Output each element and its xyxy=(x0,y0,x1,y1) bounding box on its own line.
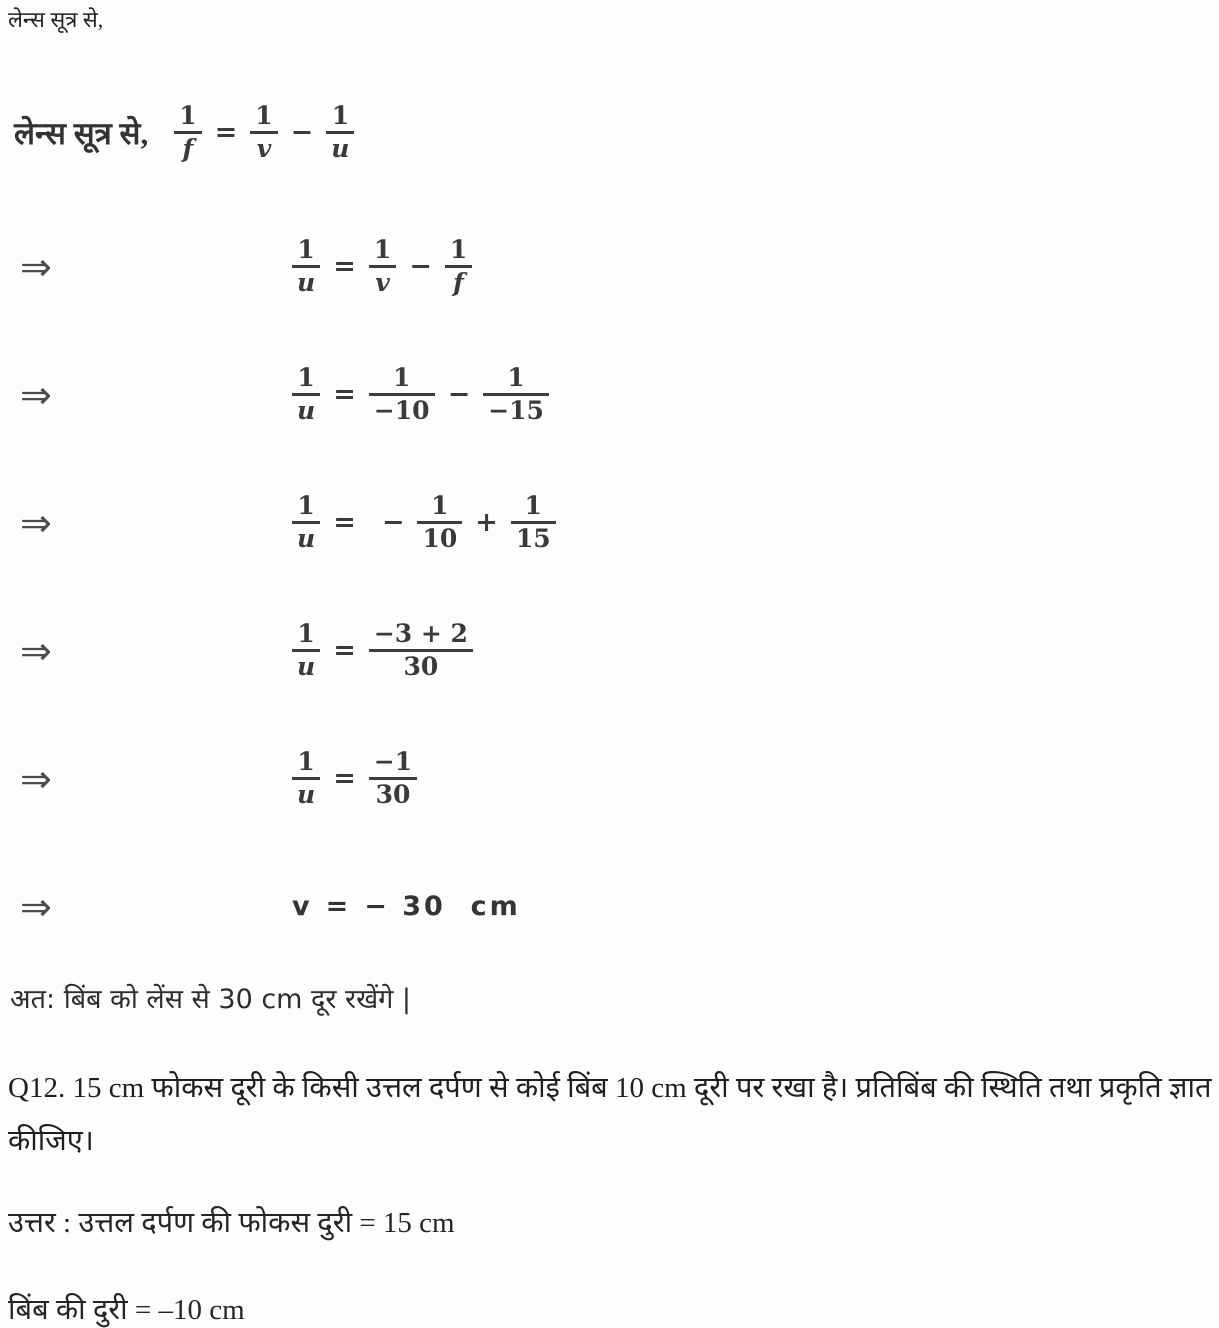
fraction xyxy=(292,364,320,425)
fraction-numerator: 1 xyxy=(297,491,315,521)
fraction-denominator: u xyxy=(297,780,316,810)
fraction-numerator: 1 xyxy=(392,363,411,393)
implies-arrow-icon: ⇒ xyxy=(20,884,52,929)
fraction-numerator: 1 xyxy=(331,101,350,131)
fraction-denominator: 10 xyxy=(422,524,458,554)
fraction-denominator: −10 xyxy=(373,396,430,426)
operator: = xyxy=(333,379,356,411)
equation xyxy=(292,236,472,297)
question-q12-text: Q12. 15 cm फोकस दूरी के किसी उत्तल दर्पण से कोई बिंब 10 cm दूरी पर रखा है। प्रतिबिंब की स्थिति तथा प्रकृति ज्ञात कीजिए। xyxy=(8,1071,1212,1157)
implies-arrow-icon: ⇒ xyxy=(20,500,52,545)
conclusion-text: अत: बिंब को लेंस से 30 cm दूर रखेंगे | xyxy=(10,983,412,1015)
operator: − xyxy=(381,507,405,539)
equation xyxy=(292,748,417,809)
fraction xyxy=(417,492,462,553)
derivation-step xyxy=(6,869,1213,945)
fraction-numerator: 1 xyxy=(431,491,449,521)
fraction xyxy=(511,492,556,553)
formula-label: लेन्स सूत्र से, xyxy=(14,115,149,151)
fraction xyxy=(292,748,320,809)
fraction xyxy=(369,620,473,681)
derivation-step xyxy=(6,613,1213,689)
lens-formula-equation xyxy=(174,102,354,163)
fraction-denominator: 30 xyxy=(375,780,411,810)
derivation-step xyxy=(6,357,1213,433)
implies-arrow-icon: ⇒ xyxy=(20,756,52,801)
fraction-denominator: 15 xyxy=(515,524,551,554)
operator: + xyxy=(475,507,498,539)
fraction xyxy=(369,748,417,809)
fraction xyxy=(174,102,201,163)
fraction-numerator: 1 xyxy=(297,619,315,649)
derivation-step xyxy=(6,485,1213,561)
fraction-numerator: 1 xyxy=(449,235,468,265)
fraction xyxy=(445,236,472,297)
fraction xyxy=(369,364,435,425)
equation xyxy=(292,620,473,681)
equation xyxy=(292,492,556,553)
operator: = xyxy=(325,891,352,923)
implies-arrow-icon: ⇒ xyxy=(20,372,52,417)
operator: − xyxy=(447,379,471,411)
operator: = xyxy=(333,507,356,539)
fraction xyxy=(250,102,277,163)
fraction-denominator: u xyxy=(297,524,316,554)
fraction-numerator: −3 + 2 xyxy=(373,619,468,649)
fraction-denominator: u xyxy=(297,652,316,682)
fraction xyxy=(483,364,549,425)
derivation-step xyxy=(6,229,1213,305)
fraction xyxy=(292,620,320,681)
fraction-denominator: v xyxy=(256,134,272,164)
fraction-numerator: 1 xyxy=(297,747,315,777)
fraction-denominator: 30 xyxy=(403,652,439,682)
lens-formula-header xyxy=(14,85,1213,181)
operator: = xyxy=(214,117,238,149)
fraction xyxy=(292,236,320,297)
answer-object-distance-line: बिंब की दुरी = –10 cm xyxy=(8,1293,245,1326)
fraction-numerator: 1 xyxy=(524,491,542,521)
fraction-numerator: 1 xyxy=(297,363,315,393)
math-text: − 30 cm xyxy=(364,891,521,923)
operator: − xyxy=(409,251,432,283)
equation xyxy=(292,364,549,425)
math-text: v xyxy=(292,891,313,923)
operator: = xyxy=(333,635,356,667)
fraction-denominator: f xyxy=(453,268,464,298)
fraction-denominator: u xyxy=(331,134,350,164)
fraction-numerator: −1 xyxy=(373,747,413,777)
fraction-denominator: u xyxy=(297,268,316,298)
intro-text: लेन्स सूत्र से, xyxy=(8,7,104,32)
fraction-numerator: 1 xyxy=(179,101,197,131)
fraction xyxy=(369,236,396,297)
operator: = xyxy=(333,763,356,795)
fraction-numerator: 1 xyxy=(297,235,315,265)
operator: − xyxy=(290,117,314,149)
fraction-denominator: f xyxy=(182,134,194,164)
derivation-step xyxy=(6,741,1213,817)
operator: = xyxy=(333,251,356,283)
fraction-denominator: −15 xyxy=(488,396,544,426)
answer-focal-length-line: उत्तर : उत्तल दर्पण की फोकस दुरी = 15 cm xyxy=(8,1206,455,1239)
fraction-numerator: 1 xyxy=(255,101,273,131)
fraction-numerator: 1 xyxy=(373,235,392,265)
fraction-numerator: 1 xyxy=(507,363,525,393)
fraction xyxy=(326,102,354,163)
fraction-denominator: u xyxy=(297,396,316,426)
derivation-steps xyxy=(6,229,1213,945)
implies-arrow-icon: ⇒ xyxy=(20,628,52,673)
implies-arrow-icon: ⇒ xyxy=(20,244,52,289)
equation xyxy=(292,891,521,922)
fraction-denominator: v xyxy=(375,268,390,298)
fraction xyxy=(292,492,320,553)
